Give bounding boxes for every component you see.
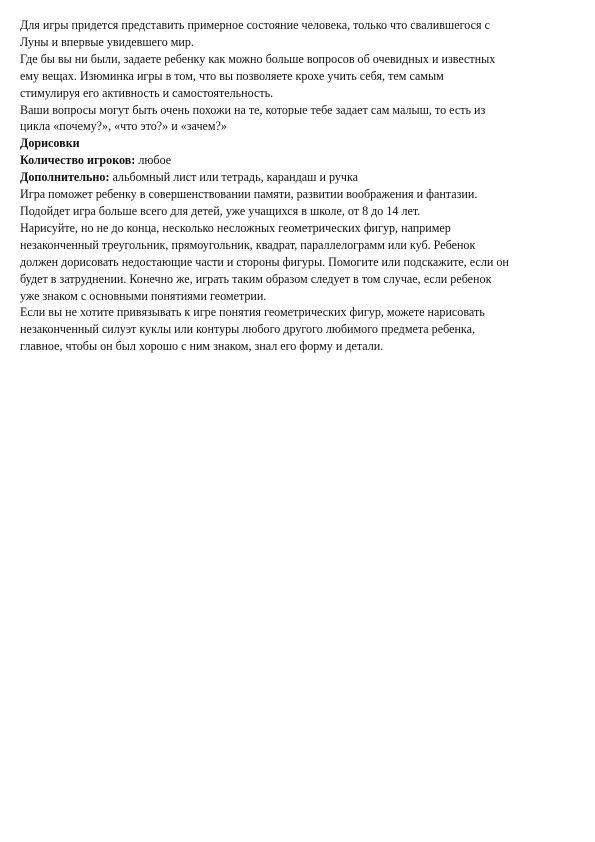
body-paragraphs xyxy=(20,186,580,355)
body-line: главное, чтобы он был хорошо с ним знаком, знал его форму и детали. xyxy=(20,339,384,354)
document-page xyxy=(20,17,580,355)
players-value: любое xyxy=(135,153,172,168)
body-line: незаконченный треугольник, прямоугольник, квадрат, параллелограмм или куб. Ребенок xyxy=(20,237,476,252)
body-line: Если вы не хотите привязывать к игре понятия геометрических фигур, можете нарисовать xyxy=(20,305,485,320)
body-line: Подойдет игра больше всего для детей, уже учащихся в школе, от 8 до 14 лет. xyxy=(20,203,421,218)
intro-line: ему вещах. Изюминка игры в том, что вы позволяете крохе учить себя, тем самым xyxy=(20,68,444,83)
body-line: будет в затруднении. Конечно же, играть таким образом следует в том случае, если ребенок xyxy=(20,271,492,286)
extra-row xyxy=(20,169,580,186)
intro-line: Ваши вопросы могут быть очень похожи на те, которые тебе задает сам малыш, то есть из xyxy=(20,102,486,117)
intro-line: Для игры придется представить примерное состояние человека, только что свалившегося с xyxy=(20,18,490,32)
game-title: Дорисовки xyxy=(20,136,80,151)
body-line: незаконченный силуэт куклы или контуры любого другого любимого предмета ребенка, xyxy=(20,322,476,337)
intro-line: цикла «почему?», «что это?» и «зачем?» xyxy=(20,119,227,134)
body-line: уже знаком с основными понятиями геометрии. xyxy=(20,288,267,303)
players-label: Количество игроков: xyxy=(20,153,136,168)
body-line: Нарисуйте, но не до конца, несколько несложных геометрических фигур, например xyxy=(20,220,451,235)
body-line: должен дорисовать недостающие части и стороны фигуры. Помогите или подскажите, если он xyxy=(20,254,509,269)
players-row xyxy=(20,152,580,169)
intro-line: Луны и впервые увидевшего мир. xyxy=(20,34,194,49)
intro-line: Где бы вы ни были, задаете ребенку как можно больше вопросов об очевидных и известных xyxy=(20,51,496,66)
extra-value: альбомный лист или тетрадь, карандаш и ручка xyxy=(109,170,359,185)
extra-label: Дополнительно: xyxy=(20,170,110,185)
body-line: Игра поможет ребенку в совершенствовании памяти, развитии воображения и фантазии. xyxy=(20,187,478,202)
intro-line: стимулируя его активность и самостоятельность. xyxy=(20,85,274,100)
intro-paragraphs xyxy=(20,17,580,135)
